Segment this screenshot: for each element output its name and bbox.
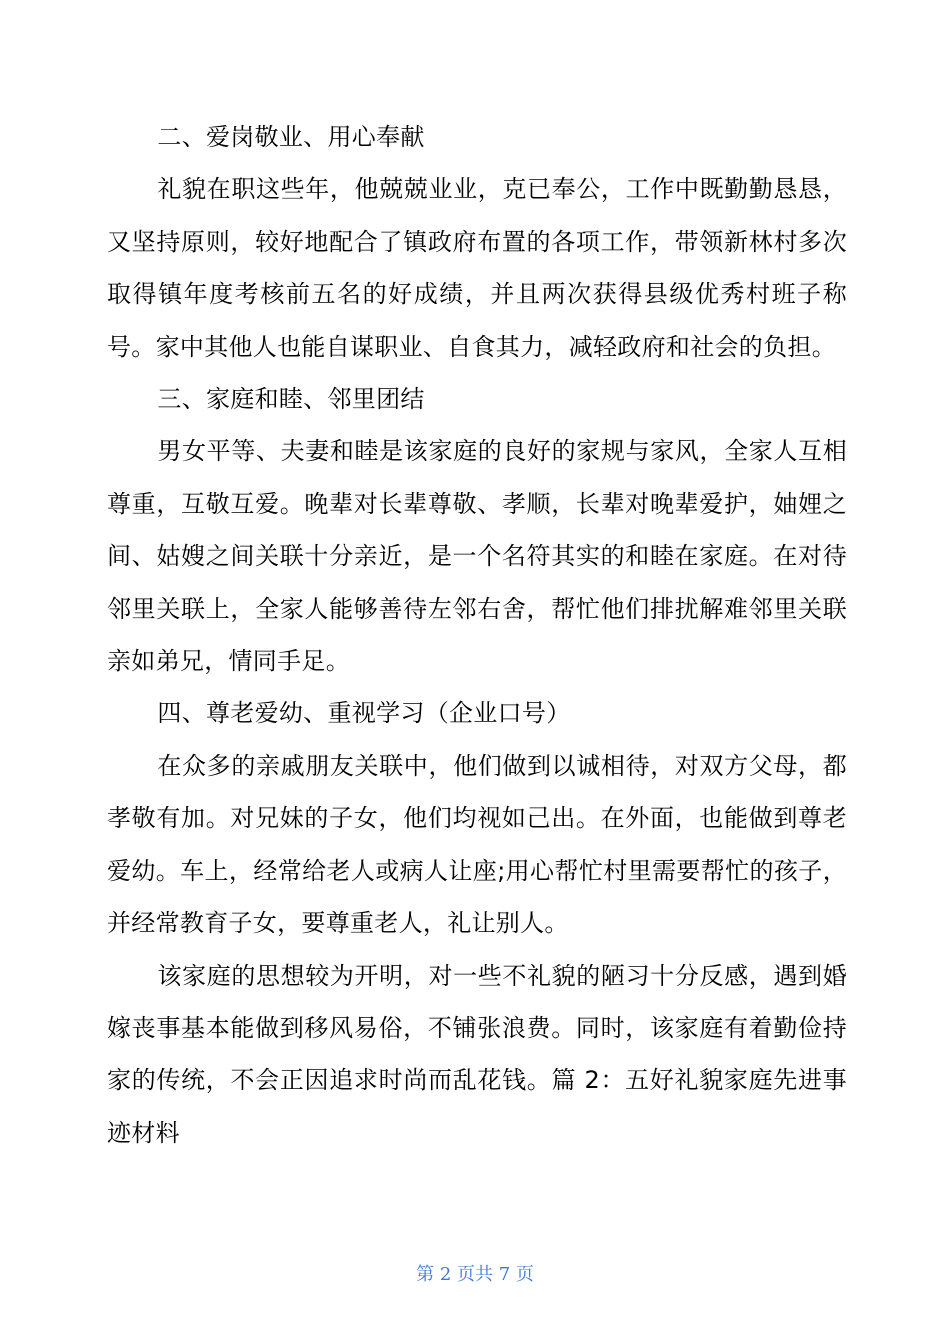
body-paragraph: 男女平等、夫妻和睦是该家庭的良好的家规与家风，全家人互相尊重，互敬互爱。晚辈对长辈尊敬、孝顺，长辈对晚辈爱护，妯娌之间、姑嫂之间关联十分亲近，是一个名符其实的和睦在家庭。在对待邻里关联上，全家人能够善待左邻右舍，帮忙他们排扰解难邻里关联亲如弟兄，情同手足。 [107,437,847,676]
body-paragraph: 该家庭的思想较为开明，对一些不礼貌的陋习十分反感，遇到婚嫁丧事基本能做到移风易俗，不铺张浪费。同时，该家庭有着勤俭持家的传统，不会正因追求时尚而乱花钱。篇 2：五好礼貌家庭先进事迹材料 [107,961,847,1147]
section-heading: 三、家庭和睦、邻里团结 [157,385,425,414]
section-heading: 四、尊老爱幼、重视学习（企业口号） [157,699,571,728]
section-heading: 二、爱岗敬业、用心奉献 [157,123,425,151]
page-number-footer: 第 2 页共 7 页 [416,1264,534,1285]
document-body [107,111,847,1159]
body-paragraph: 礼貌在职这些年，他兢兢业业，克已奉公，工作中既勤勤恳恳，又坚持原则，较好地配合了镇政府布置的各项工作，带领新林村多次取得镇年度考核前五名的好成绩，并且两次获得县级优秀村班子称号。家中其他人也能自谋职业、自食其力，减轻政府和社会的负担。 [107,175,847,361]
body-paragraph: 在众多的亲戚朋友关联中，他们做到以诚相待，对双方父母，都孝敬有加。对兄妹的子女，他们均视如己出。在外面，也能做到尊老爱幼。车上，经常给老人或病人让座;用心帮忙村里需要帮忙的孩子，并经常教育子女，要尊重老人，礼让别人。 [107,751,847,938]
